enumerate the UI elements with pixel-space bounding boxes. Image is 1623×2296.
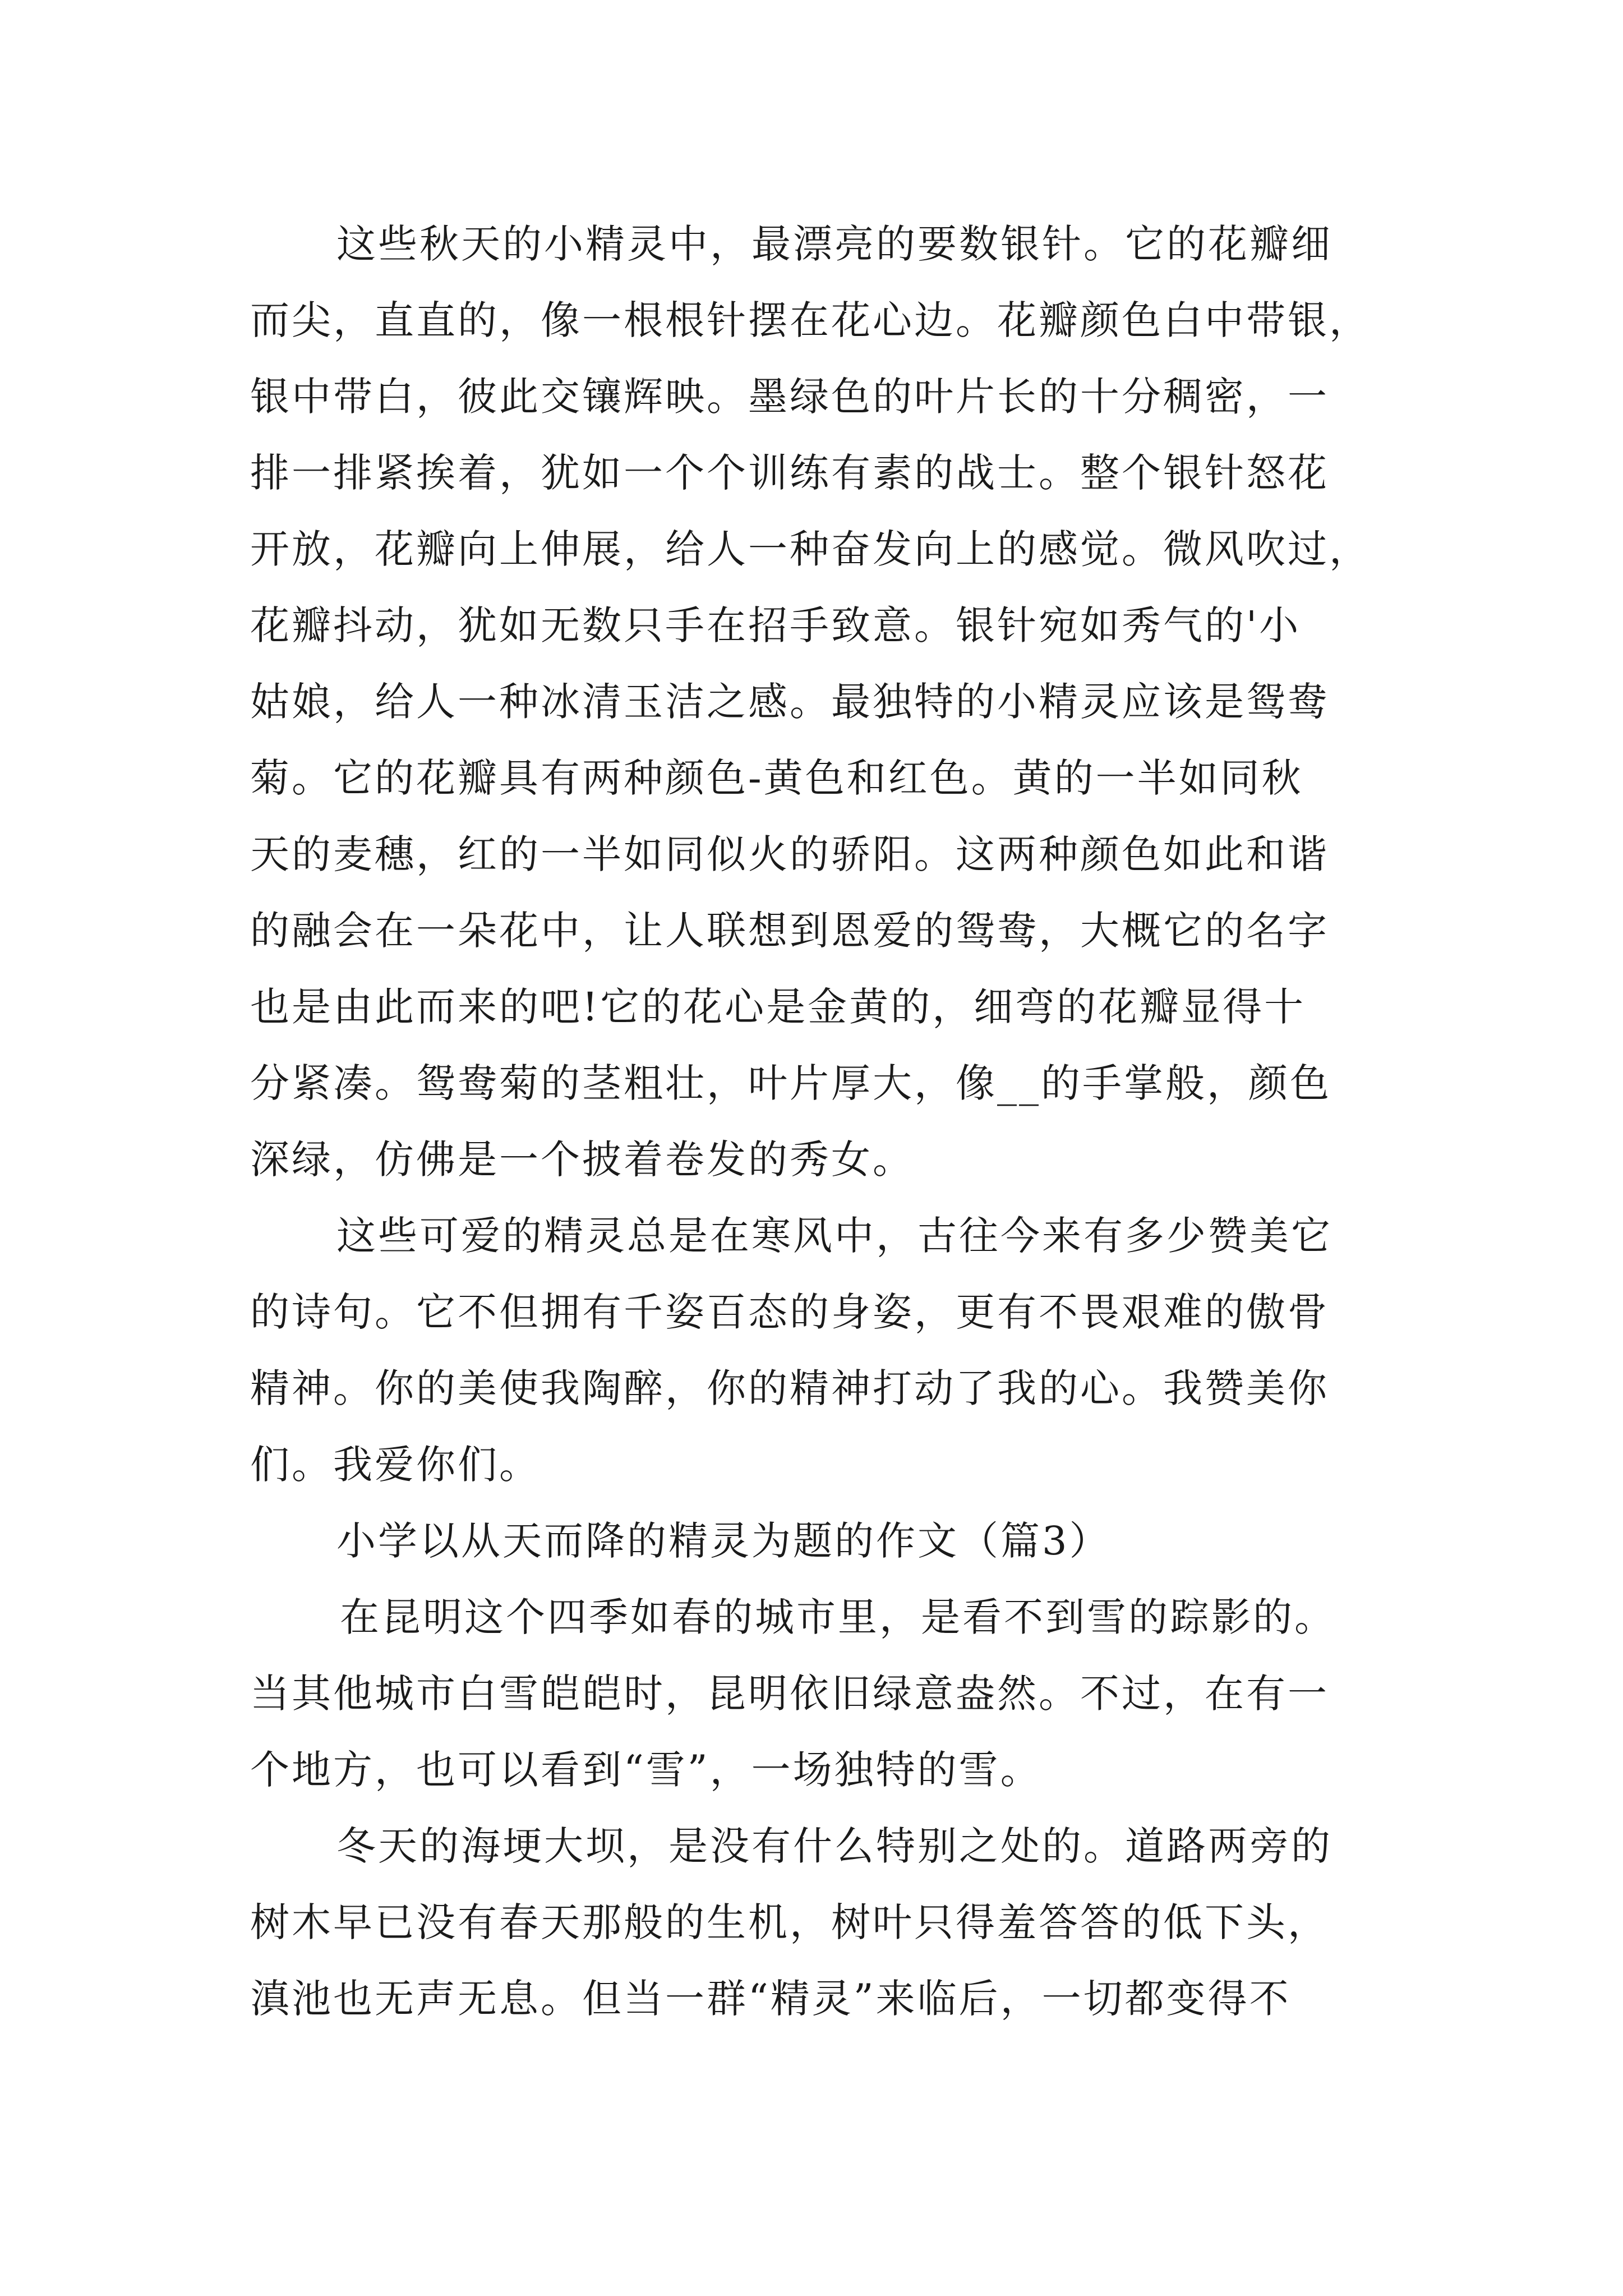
paragraph-line: 分紧凑。鸳鸯菊的茎粗壮，叶片厚大，像__的手掌般，颜色 xyxy=(250,1060,1331,1106)
paragraph-line: 这些秋天的小精灵中，最漂亮的要数银针。它的花瓣细 xyxy=(336,221,1332,267)
paragraph-line: 的融会在一朵花中，让人联想到恩爱的鸳鸯，大概它的名字 xyxy=(250,908,1329,954)
paragraph-line: 们。我爱你们。 xyxy=(250,1442,541,1488)
paragraph-line: 当其他城市白雪皑皑时，昆明依旧绿意盎然。不过，在有一 xyxy=(250,1671,1329,1717)
paragraph-line: 在昆明这个四季如春的城市里，是看不到雪的踪影的。 xyxy=(340,1594,1336,1640)
paragraph-line: 而尖，直直的，像一根根针摆在花心边。花瓣颜色白中带银， xyxy=(250,297,1371,343)
paragraph-line: 冬天的海埂大坝，是没有什么特别之处的。道路两旁的 xyxy=(336,1823,1332,1869)
paragraph-line: 菊。它的花瓣具有两种颜色-黄色和红色。黄的一半如同秋 xyxy=(250,755,1303,801)
paragraph-line: 开放，花瓣向上伸展，给人一种奋发向上的感觉。微风吹过， xyxy=(250,526,1371,572)
paragraph-line: 的诗句。它不但拥有千姿百态的身姿，更有不畏艰难的傲骨 xyxy=(250,1289,1329,1335)
paragraph-line: 这些可爱的精灵总是在寒风中，古往今来有多少赞美它 xyxy=(336,1213,1332,1259)
paragraph-line: 银中带白，彼此交镶辉映。墨绿色的叶片长的十分稠密，一 xyxy=(250,374,1329,420)
paragraph-line: 深绿，仿佛是一个披着卷发的秀女。 xyxy=(250,1137,914,1182)
paragraph-line: 花瓣抖动，犹如无数只手在招手致意。银针宛如秀气的'小 xyxy=(250,602,1301,648)
paragraph-line: 也是由此而来的吧!它的花心是金黄的，细弯的花瓣显得十 xyxy=(250,984,1306,1030)
paragraph-line: 个地方，也可以看到“雪”，一场独特的雪。 xyxy=(250,1747,1042,1793)
paragraph-line: 天的麦穗，红的一半如同似火的骄阳。这两种颜色如此和谐 xyxy=(250,831,1329,877)
paragraph-line: 排一排紧挨着，犹如一个个训练有素的战士。整个银针怒花 xyxy=(250,450,1329,496)
section-heading: 小学以从天而降的精灵为题的作文（篇3） xyxy=(336,1518,1111,1564)
paragraph-line: 姑娘，给人一种冰清玉洁之感。最独特的小精灵应该是鸳鸯 xyxy=(250,679,1329,725)
paragraph-line: 树木早已没有春天那般的生机，树叶只得羞答答的低下头， xyxy=(250,1899,1329,1945)
paragraph-line: 精神。你的美使我陶醉，你的精神打动了我的心。我赞美你 xyxy=(250,1365,1329,1411)
paragraph-line: 滇池也无声无息。但当一群“精灵”来临后，一切都变得不 xyxy=(250,1976,1291,2022)
